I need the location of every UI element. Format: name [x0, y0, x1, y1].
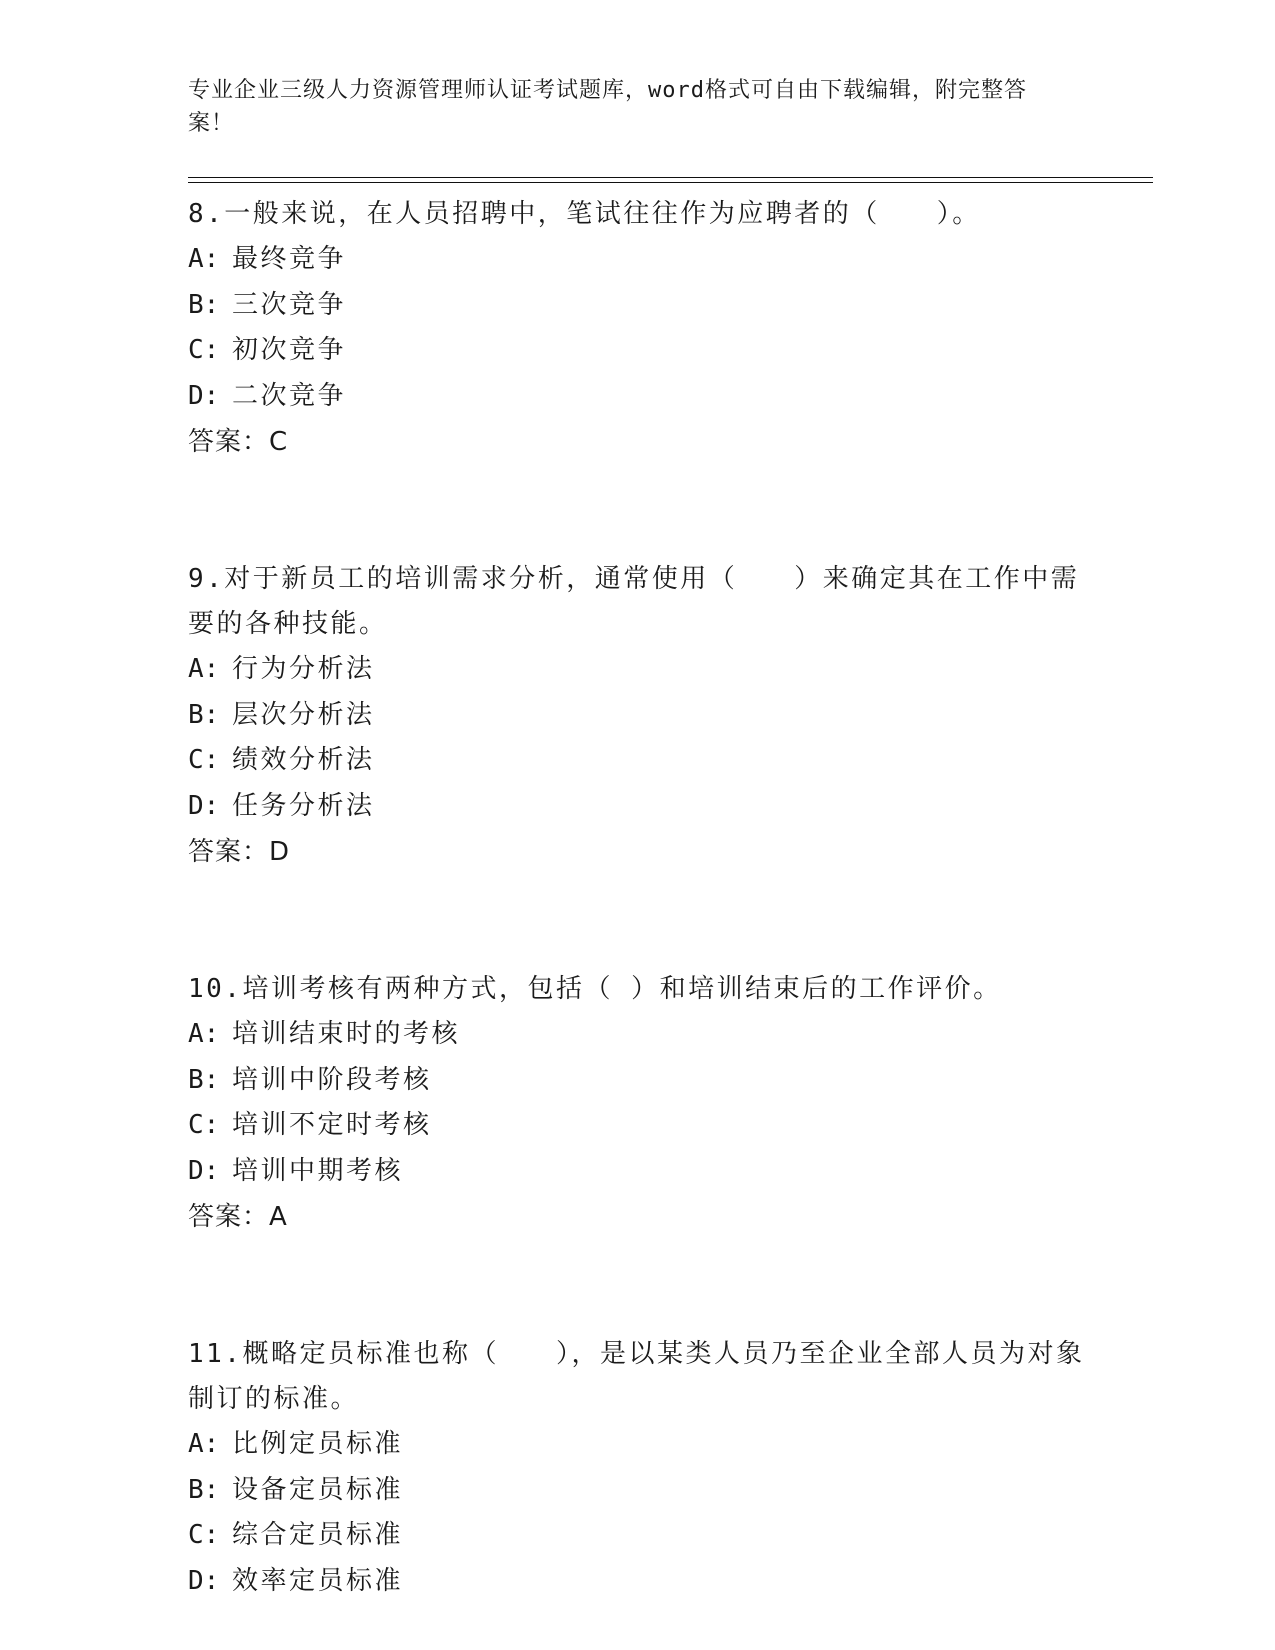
question-8 — [188, 192, 1088, 465]
option-key: C: — [188, 745, 220, 775]
option-key: C: — [188, 335, 220, 365]
option-d — [188, 784, 1088, 830]
document-header: 专业企业三级人力资源管理师认证考试题库，word格式可自由下载编辑，附完整答案！ — [188, 78, 1027, 136]
option-text: 培训中阶段考核 — [232, 1064, 432, 1095]
option-text: 培训不定时考核 — [232, 1110, 432, 1140]
option-text: 培训中期考核 — [232, 1155, 404, 1186]
option-a — [188, 647, 1088, 693]
question-10 — [188, 967, 1088, 1240]
question-9 — [188, 557, 1088, 875]
answer: 答案：C — [188, 427, 289, 457]
option-c — [188, 328, 1088, 374]
option-key: A: — [188, 244, 220, 274]
header-divider-top — [188, 177, 1153, 178]
header-divider-bottom — [188, 182, 1153, 183]
option-text: 设备定员标准 — [232, 1474, 404, 1505]
option-a — [188, 1422, 1088, 1468]
option-key: B: — [188, 289, 220, 320]
answer: 答案：D — [188, 837, 291, 867]
option-text: 绩效分析法 — [232, 745, 375, 775]
question-stem: 10.培训考核有两种方式，包括（ ）和培训结束后的工作评价。 — [188, 974, 1002, 1004]
option-key: A: — [188, 1019, 220, 1049]
option-c — [188, 1103, 1088, 1149]
option-key: D: — [188, 790, 220, 821]
spacer — [188, 465, 1088, 557]
option-text: 初次竞争 — [232, 335, 347, 365]
option-d — [188, 374, 1088, 420]
option-key: A: — [188, 1429, 220, 1459]
option-text: 任务分析法 — [232, 790, 375, 821]
option-b — [188, 1468, 1088, 1514]
option-b — [188, 1058, 1088, 1104]
option-key: D: — [188, 380, 220, 411]
option-text: 最终竞争 — [232, 244, 347, 274]
option-text: 二次竞争 — [232, 380, 347, 411]
option-a — [188, 237, 1088, 283]
option-text: 培训结束时的考核 — [232, 1019, 461, 1049]
option-text: 三次竞争 — [232, 289, 347, 320]
option-b — [188, 693, 1088, 739]
option-b — [188, 283, 1088, 329]
question-list — [188, 192, 1088, 1604]
option-key: B: — [188, 699, 220, 730]
option-key: A: — [188, 654, 220, 684]
option-c — [188, 738, 1088, 784]
option-a — [188, 1012, 1088, 1058]
option-text: 效率定员标准 — [232, 1565, 404, 1596]
option-key: C: — [188, 1520, 220, 1550]
option-text: 行为分析法 — [232, 654, 375, 684]
option-key: D: — [188, 1155, 220, 1186]
spacer — [188, 1240, 1088, 1332]
option-c — [188, 1513, 1088, 1559]
spacer — [188, 875, 1088, 967]
option-d — [188, 1149, 1088, 1195]
option-text: 比例定员标准 — [232, 1429, 404, 1459]
question-stem: 9.对于新员工的培训需求分析，通常使用（ ）来确定其在工作中需要的各种技能。 — [188, 564, 1080, 639]
option-key: D: — [188, 1565, 220, 1596]
option-text: 层次分析法 — [232, 699, 375, 730]
question-stem: 11.概略定员标准也称（ ），是以某类人员乃至企业全部人员为对象制订的标准。 — [188, 1339, 1085, 1414]
option-text: 综合定员标准 — [232, 1520, 404, 1550]
answer: 答案：A — [188, 1202, 288, 1232]
question-11 — [188, 1332, 1088, 1604]
option-key: B: — [188, 1064, 220, 1095]
question-stem: 8.一般来说，在人员招聘中，笔试往往作为应聘者的（ ）。 — [188, 199, 981, 229]
option-d — [188, 1559, 1088, 1605]
option-key: B: — [188, 1474, 220, 1505]
option-key: C: — [188, 1110, 220, 1140]
